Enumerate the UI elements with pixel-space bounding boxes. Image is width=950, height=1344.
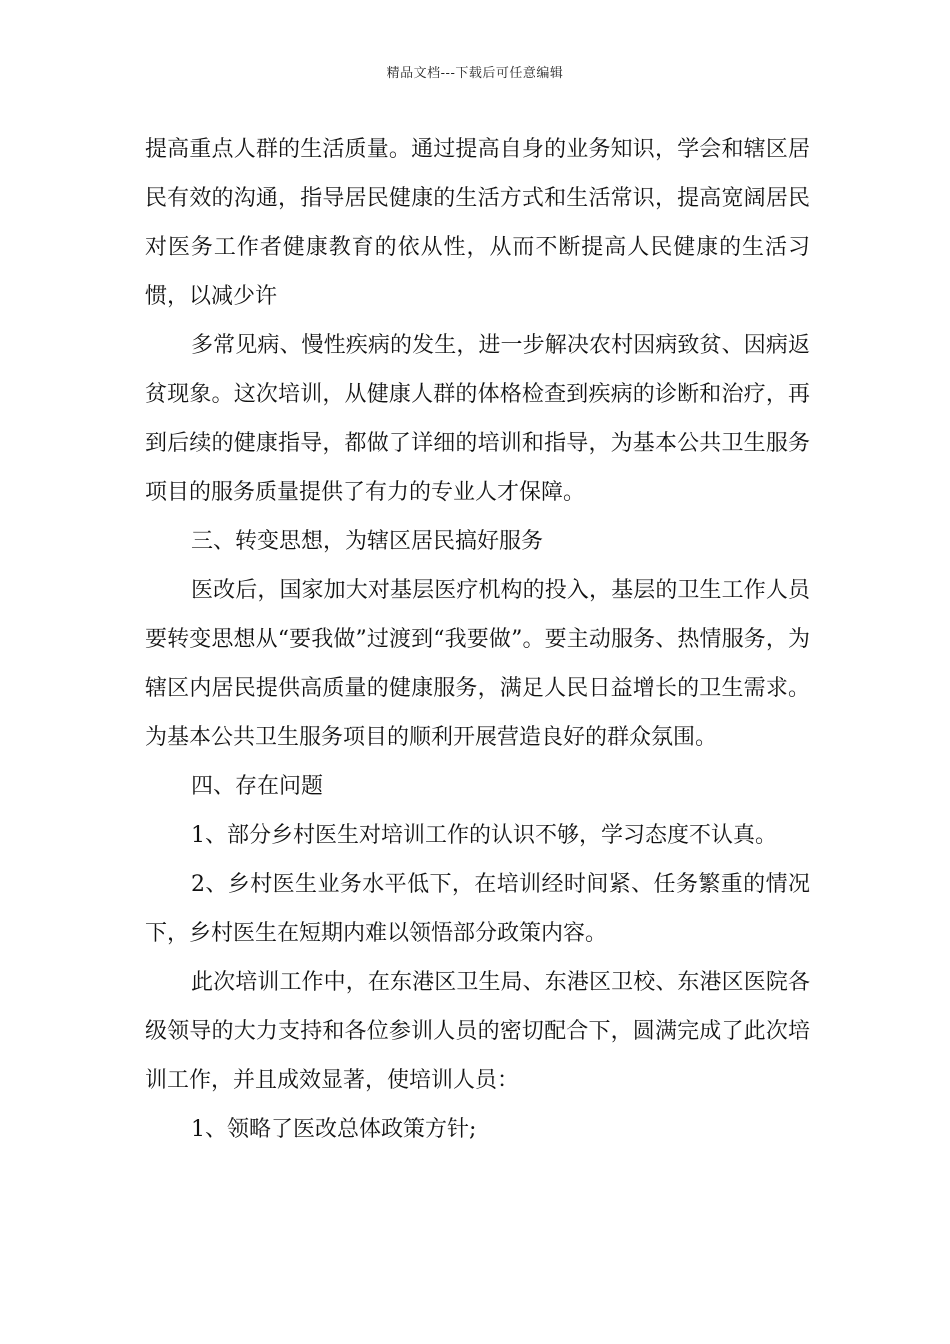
section-heading: 四、存在问题 (191, 774, 324, 799)
list-item: 2、乡村医生业务水平低下，在培训经时间紧、任务繁重的情况下，乡村医生在短期内难以领悟部分政策内容。 (145, 872, 810, 946)
document-body (145, 125, 810, 1154)
list-item: 1、部分乡村医生对培训工作的认识不够，学习态度不认真。 (191, 823, 777, 848)
paragraph: 此次培训工作中，在东港区卫生局、东港区卫校、东港区医院各级领导的大力支持和各位参训人员的密切配合下，圆满完成了此次培训工作，并且成效显著，使培训人员： (145, 970, 810, 1093)
paragraph: 多常见病、慢性疾病的发生，进一步解决农村因病致贫、因病返贫现象。这次培训，从健康人群的体格检查到疾病的诊断和治疗，再到后续的健康指导，都做了详细的培训和指导，为基本公共卫生服务项目的服务质量提供了有力的专业人才保障。 (145, 333, 810, 505)
paragraph: 医改后，国家加大对基层医疗机构的投入，基层的卫生工作人员要转变思想从“要我做”过渡到“我要做”。要主动服务、热情服务，为辖区内居民提供高质量的健康服务，满足人民日益增长的卫生需求。为基本公共卫生服务项目的顺利开展营造良好的群众氛围。 (145, 578, 810, 750)
page-header: 精品文档---下载后可任意编辑 (386, 66, 564, 81)
section-heading: 三、转变思想，为辖区居民搞好服务 (191, 529, 544, 554)
list-item: 1、领略了医改总体政策方针; (191, 1117, 477, 1142)
paragraph-continuation: 提高重点人群的生活质量。通过提高自身的业务知识，学会和辖区居民有效的沟通，指导居民健康的生活方式和生活常识，提高宽阔居民对医务工作者健康教育的依从性，从而不断提高人民健康的生活习惯，以减少许 (145, 137, 810, 309)
